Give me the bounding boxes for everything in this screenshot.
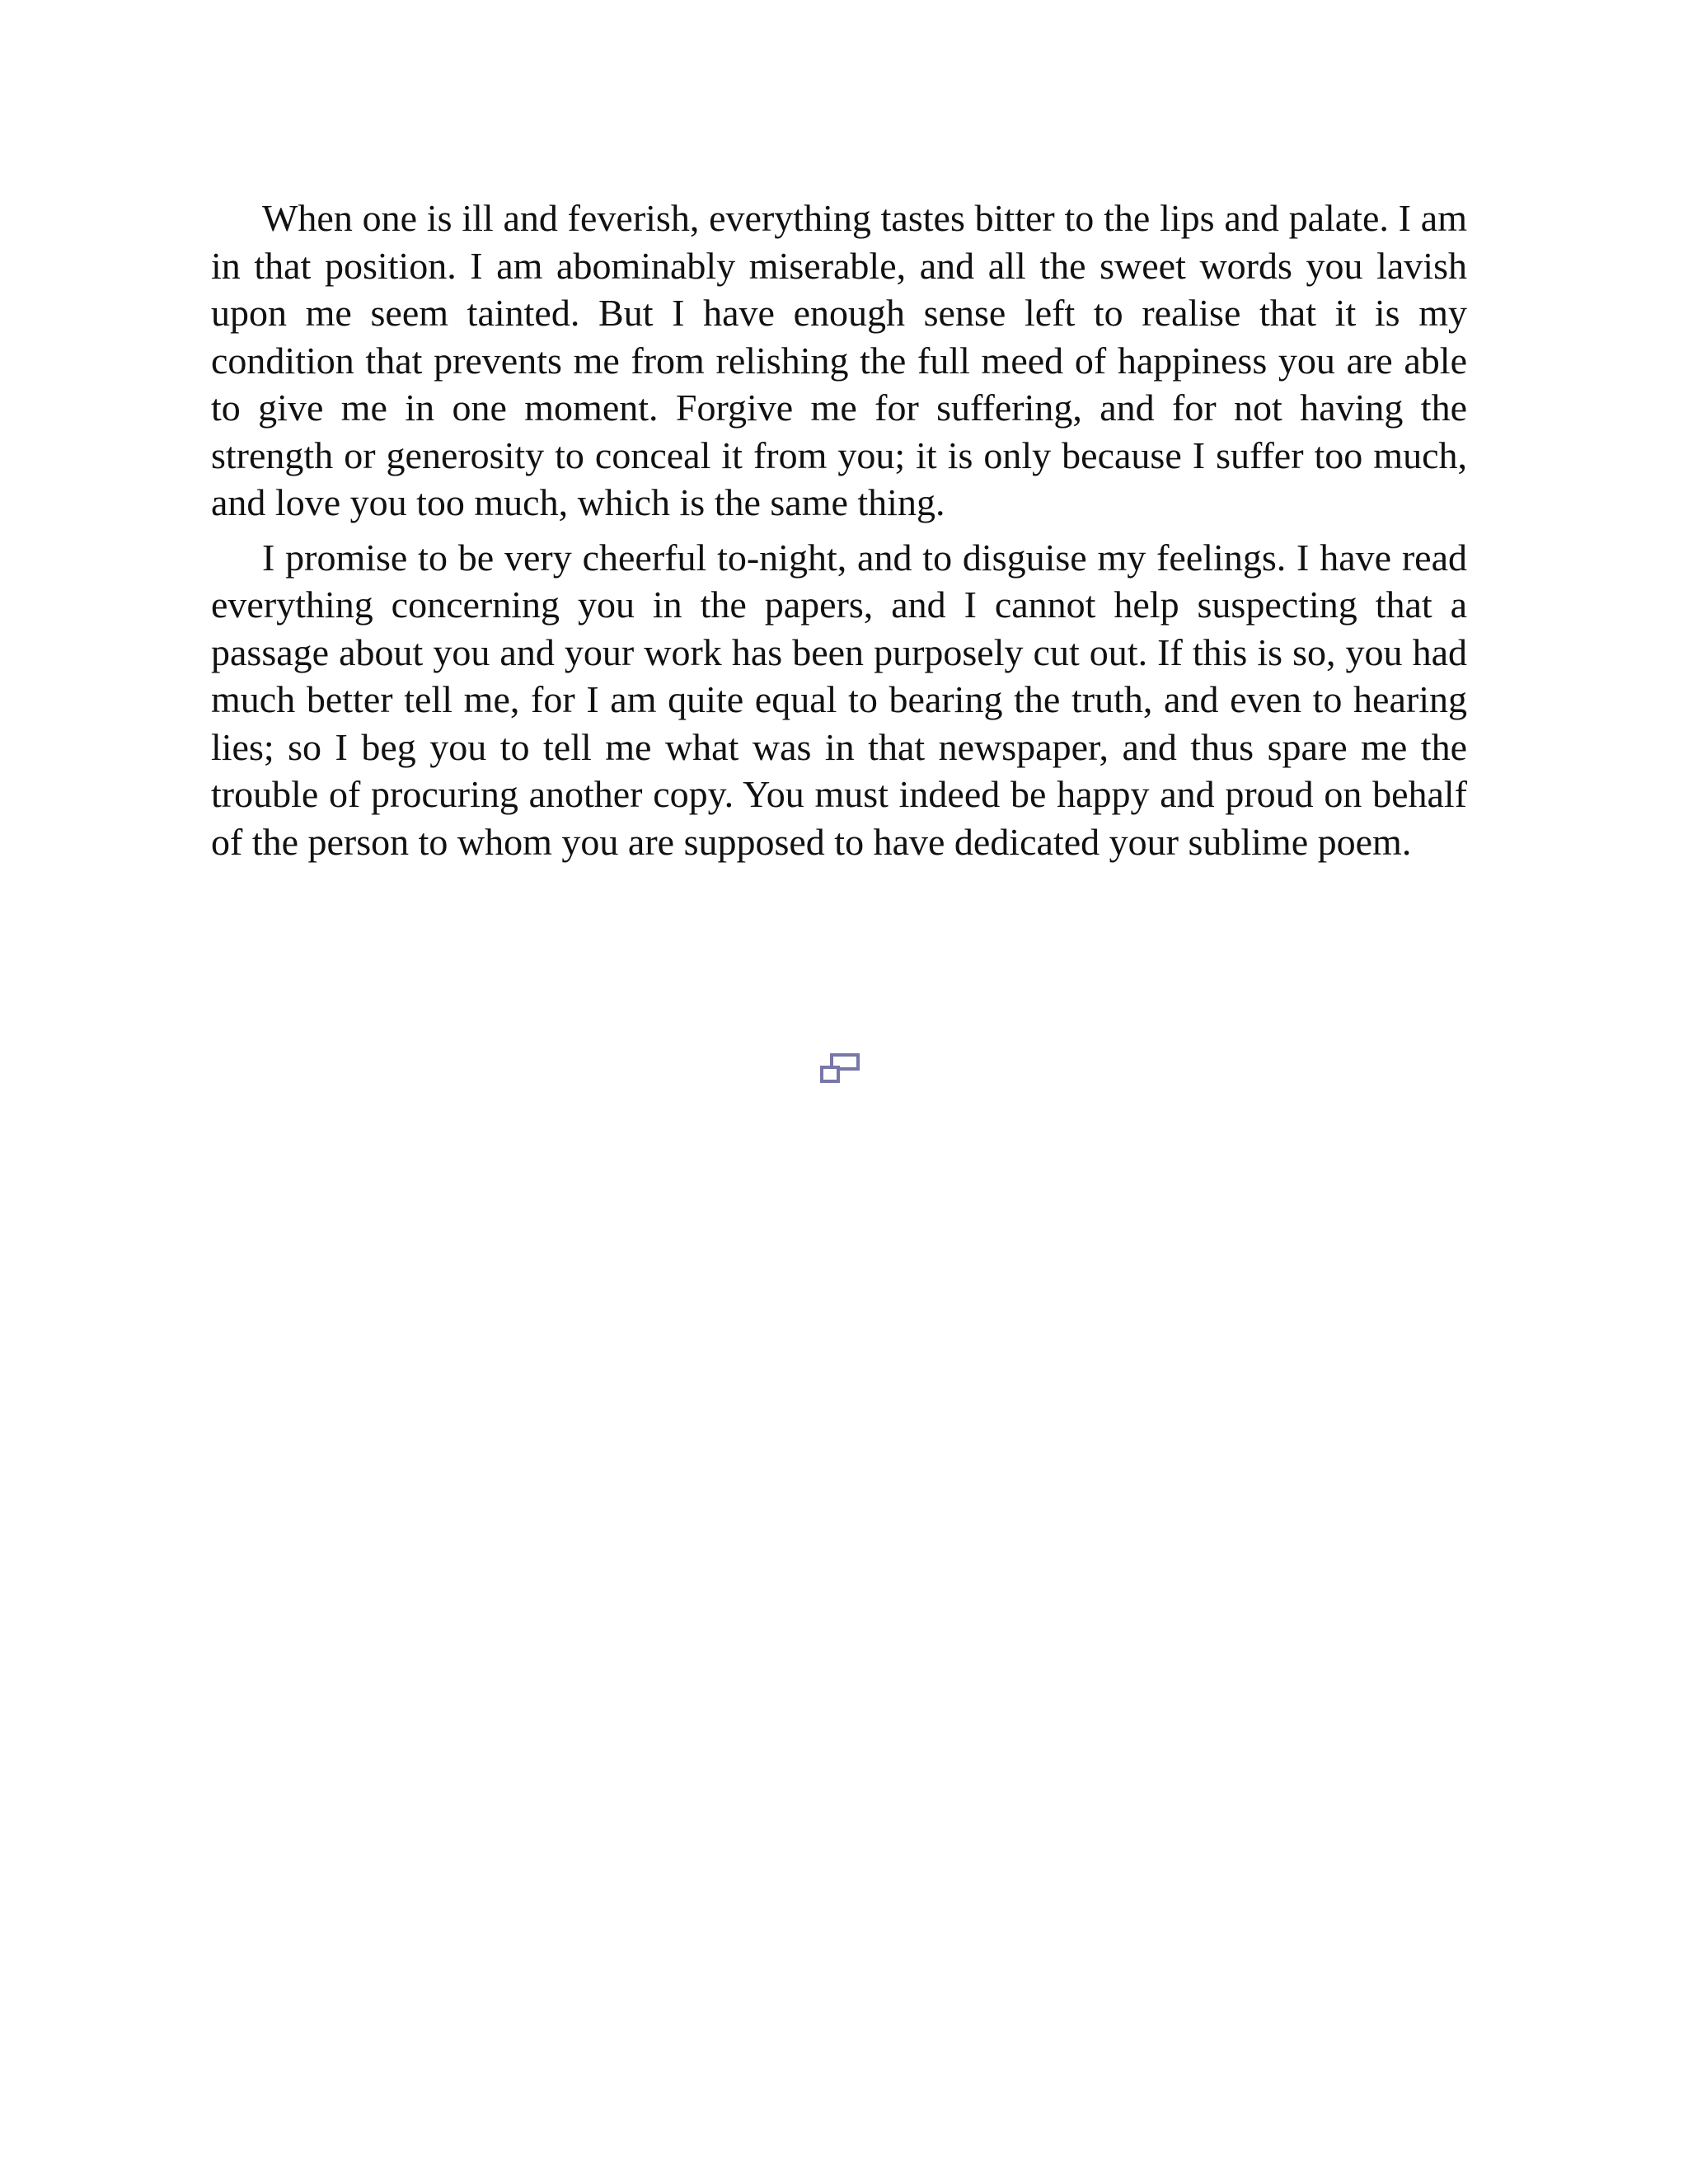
paragraph-1: When one is ill and feverish, everything tastes bitter to the lips and palate. I am in that position. I am abominably miserable, and all the sweet words you lavish upon me seem tainted. But I have enough sense left to realise that it is my condition that prevents me from relishing the full meed of happiness you are able to give me in one moment. Forgive me for suffering, and for not having the strength or generosity to conceal it from you; it is only because I suffer too much, and love you too much, which is the same thing. xyxy=(211,197,1467,523)
paragraph-2: I promise to be very cheerful to-night, and to disguise my feelings. I have read everything concerning you in the papers, and I cannot help suspecting that a passage about you and your work has been purposely cut out. If this is so, you had much better tell me, for I am quite equal to bearing the truth, and even to hearing lies; so I beg you to tell me what was in that newspaper, and thus spare me the trouble of procuring another copy. You must indeed be happy and proud on behalf of the person to whom you are supposed to have dedicated your sublime poem. xyxy=(211,536,1467,863)
section-break-icon xyxy=(820,1053,860,1083)
letter-body xyxy=(211,194,1467,865)
